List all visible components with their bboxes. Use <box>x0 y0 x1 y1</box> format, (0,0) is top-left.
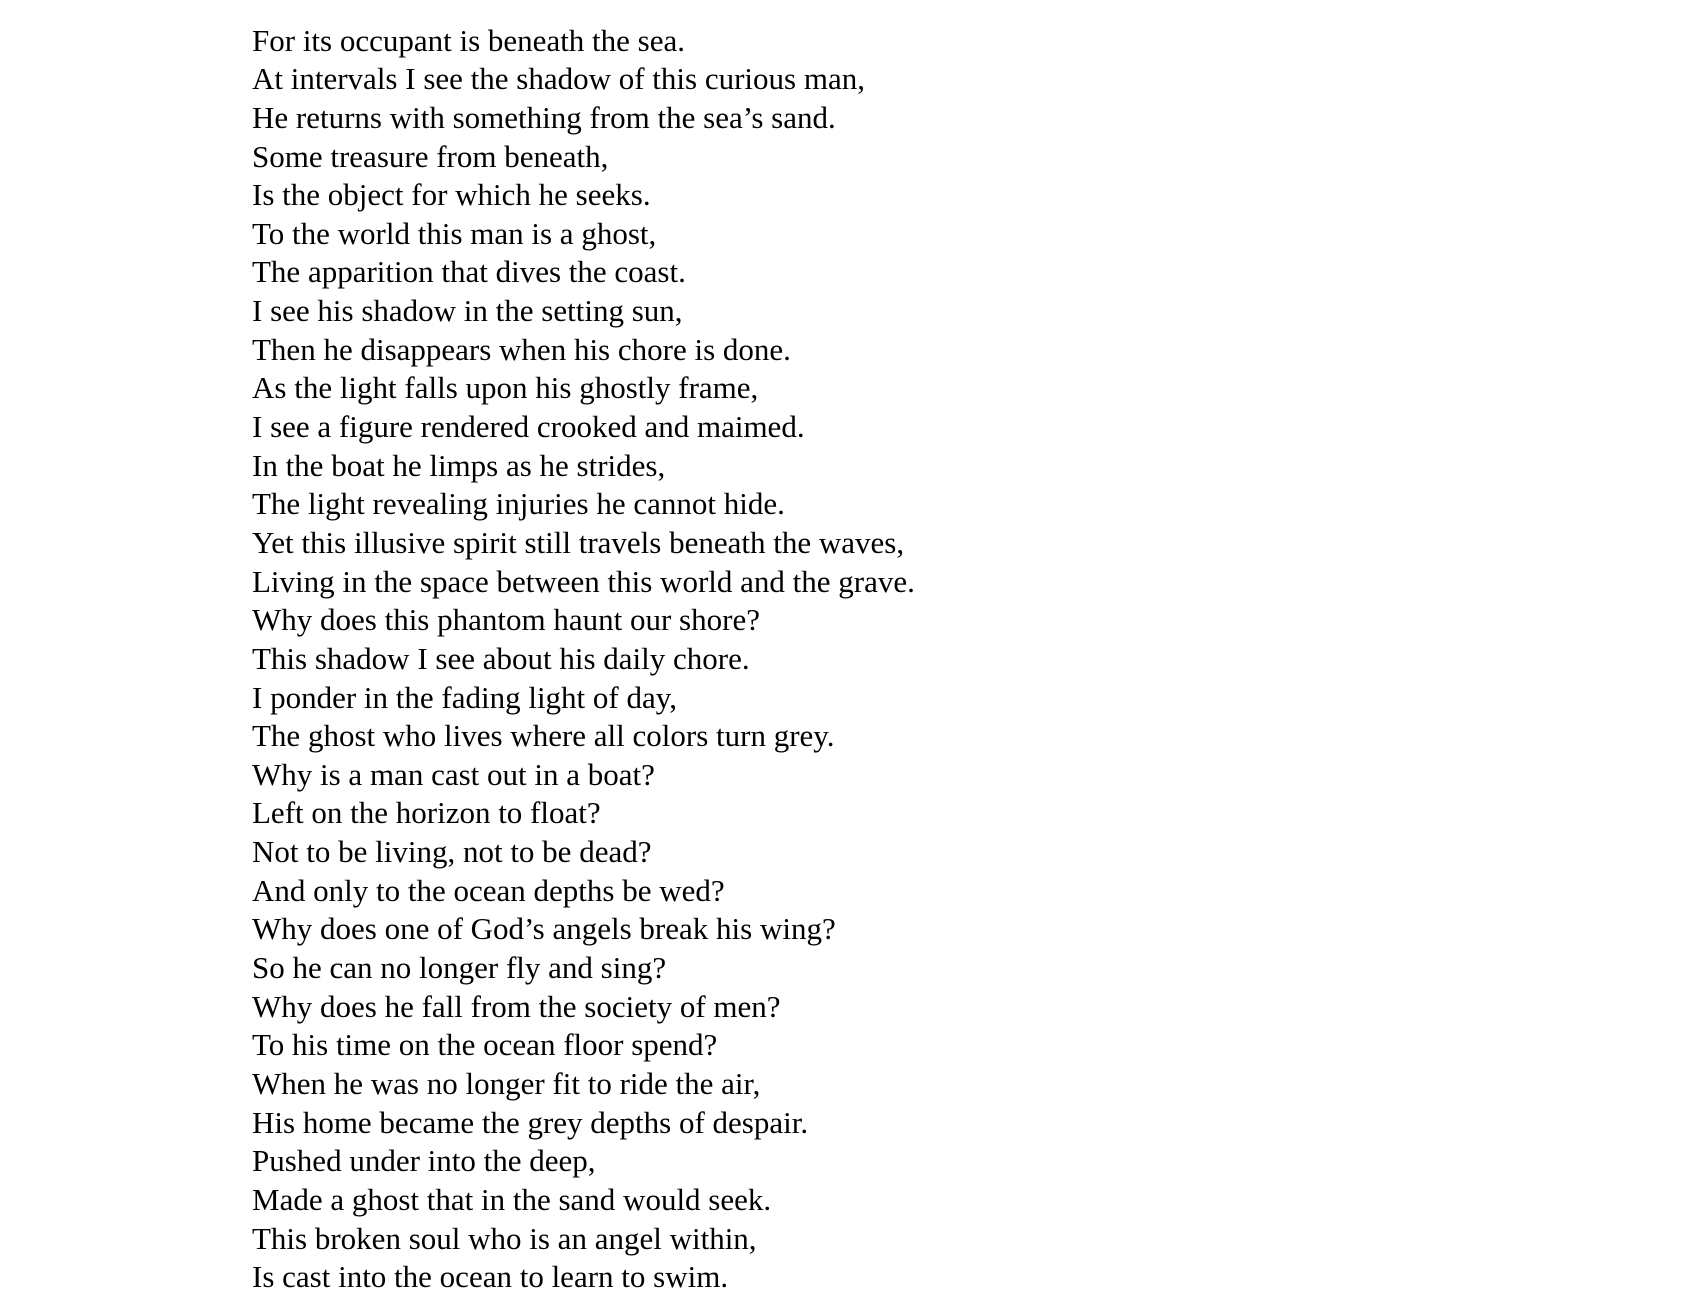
poem-line: Some treasure from beneath, <box>252 138 609 174</box>
poem-line: To his time on the ocean floor spend? <box>252 1027 718 1063</box>
poem-line: For its occupant is beneath the sea. <box>252 22 686 58</box>
poem-line: When he was no longer fit to ride the air, <box>252 1065 761 1101</box>
poem-line: Why does one of God’s angels break his wing? <box>252 911 836 947</box>
poem-line: Left on the horizon to float? <box>252 795 601 831</box>
poem-line: So he can no longer fly and sing? <box>252 950 667 986</box>
poem-line: Made a ghost that in the sand would seek. <box>252 1181 772 1217</box>
poem-line: At intervals I see the shadow of this curious man, <box>252 61 865 97</box>
poem-line: Living in the space between this world and the grave. <box>252 563 915 599</box>
poem-line: This shadow I see about his daily chore. <box>252 640 750 676</box>
poem-line: And only to the ocean depths be wed? <box>252 872 725 908</box>
poem-line: Why does this phantom haunt our shore? <box>252 602 760 638</box>
poem-line: Is cast into the ocean to learn to swim. <box>252 1259 729 1295</box>
poem-line: His home became the grey depths of despair. <box>252 1104 809 1140</box>
poem-line: He returns with something from the sea’s sand. <box>252 99 836 135</box>
poem-line: Then he disappears when his chore is done. <box>252 331 791 367</box>
poem-line: Is the object for which he seeks. <box>252 177 651 213</box>
poem-line: Why is a man cast out in a boat? <box>252 756 655 792</box>
poem-line: As the light falls upon his ghostly frame, <box>252 370 759 406</box>
poem-line: The ghost who lives where all colors turn grey. <box>252 718 835 754</box>
poem-line: To the world this man is a ghost, <box>252 215 657 251</box>
poem-line: I ponder in the fading light of day, <box>252 679 677 715</box>
poem-line-partial <box>252 0 915 22</box>
poem-line: The light revealing injuries he cannot hide. <box>252 486 785 522</box>
poem-line: In the boat he limps as he strides, <box>252 447 666 483</box>
poem-line: Not to be living, not to be dead? <box>252 834 652 870</box>
poem-line: I see a figure rendered crooked and maimed. <box>252 409 805 445</box>
poem-line: The apparition that dives the coast. <box>252 254 686 290</box>
poem-text <box>252 0 915 1297</box>
poem-line: Yet this illusive spirit still travels beneath the waves, <box>252 524 905 560</box>
poem-line: Pushed under into the deep, <box>252 1143 596 1179</box>
poem-line: This broken soul who is an angel within, <box>252 1220 757 1256</box>
poem-line: Why does he fall from the society of men? <box>252 988 781 1024</box>
poem-line: I see his shadow in the setting sun, <box>252 293 683 329</box>
